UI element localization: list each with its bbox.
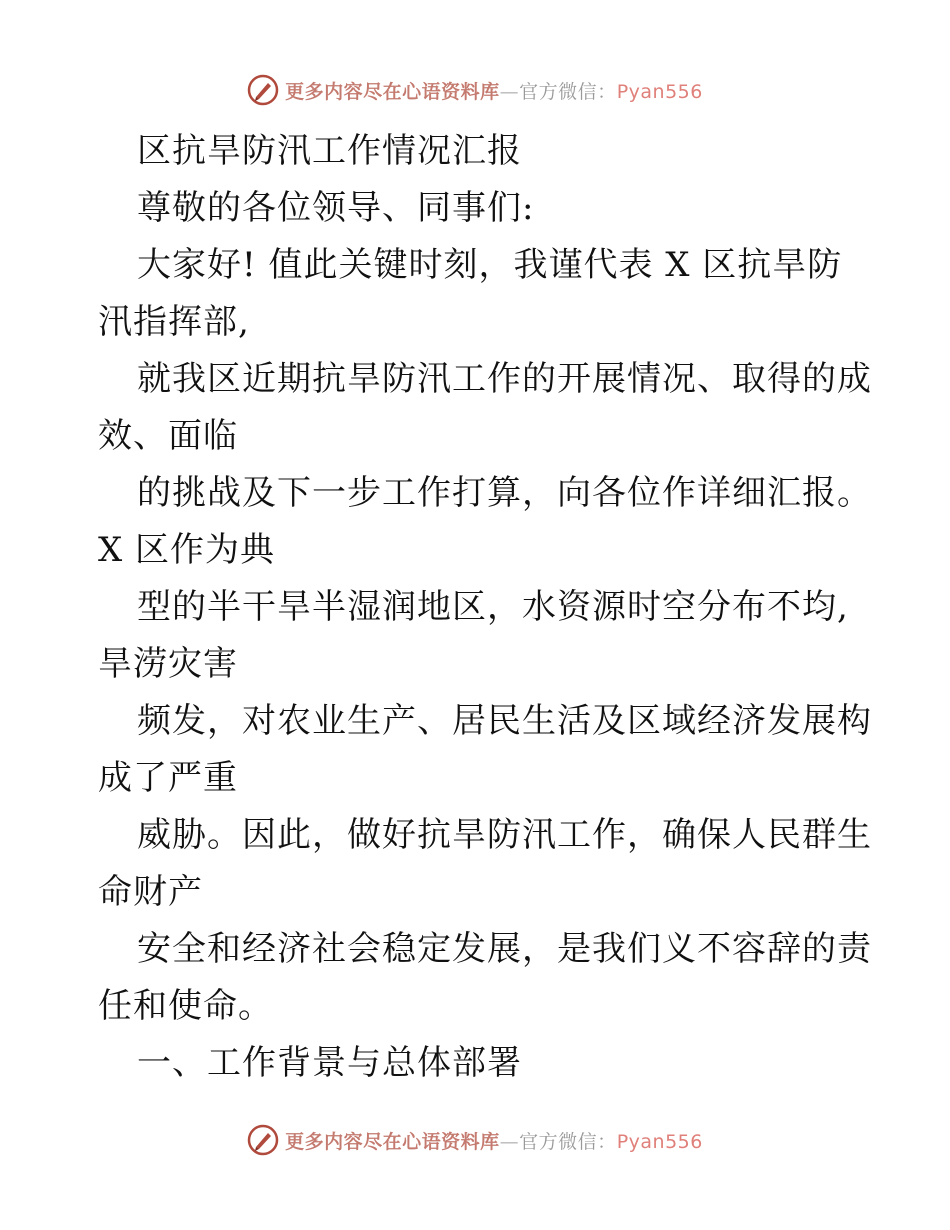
- watermark-text: [285, 1127, 703, 1154]
- paragraph-line: 频发，对农业生产、居民生活及区域经济发展构: [137, 701, 872, 741]
- watermark-account-id: Pyan556: [616, 1130, 703, 1153]
- watermark-account-label: 官方微信：: [519, 80, 617, 103]
- pen-logo-icon: [247, 74, 279, 106]
- paragraph-line: 旱涝灾害: [98, 644, 238, 684]
- paragraph-line: 威胁。因此，做好抗旱防汛工作，确保人民群生: [137, 815, 872, 855]
- watermark-brand: 更多内容尽在心语资料库: [285, 1130, 500, 1153]
- paragraph-line: 成了严重: [98, 758, 238, 798]
- document-body: [98, 123, 872, 1092]
- watermark-text: [285, 77, 703, 104]
- paragraph-line: 安全和经济社会稳定发展，是我们义不容辞的责: [137, 929, 872, 969]
- paragraph-line: 任和使命。: [98, 986, 273, 1026]
- watermark-banner-top: [0, 70, 950, 110]
- watermark-separator: —: [499, 80, 520, 103]
- paragraph-line: 型的半干旱半湿润地区，水资源时空分布不均,: [137, 587, 849, 627]
- watermark-separator: —: [499, 1130, 520, 1153]
- watermark-account-id: Pyan556: [616, 80, 703, 103]
- section-heading: 一、工作背景与总体部署: [137, 1043, 522, 1083]
- paragraph-line: 效、面临: [98, 416, 238, 456]
- paragraph-line: 就我区近期抗旱防汛工作的开展情况、取得的成: [137, 359, 872, 399]
- salutation: 尊敬的各位领导、同事们:: [137, 188, 535, 228]
- paragraph-line: 的挑战及下一步工作打算，向各位作详细汇报。: [137, 473, 872, 513]
- paragraph-line: 大家好! 值此关键时刻，我谨代表 X 区抗旱防: [137, 245, 843, 285]
- watermark-account-label: 官方微信：: [519, 1130, 617, 1153]
- paragraph-line: X 区作为典: [98, 530, 276, 570]
- document-title: 区抗旱防汛工作情况汇报: [137, 131, 522, 171]
- watermark-brand: 更多内容尽在心语资料库: [285, 80, 500, 103]
- paragraph-line: 命财产: [98, 872, 203, 912]
- watermark-banner-bottom: [0, 1120, 950, 1160]
- paragraph-line: 汛指挥部,: [98, 302, 250, 342]
- pen-logo-icon: [247, 1124, 279, 1156]
